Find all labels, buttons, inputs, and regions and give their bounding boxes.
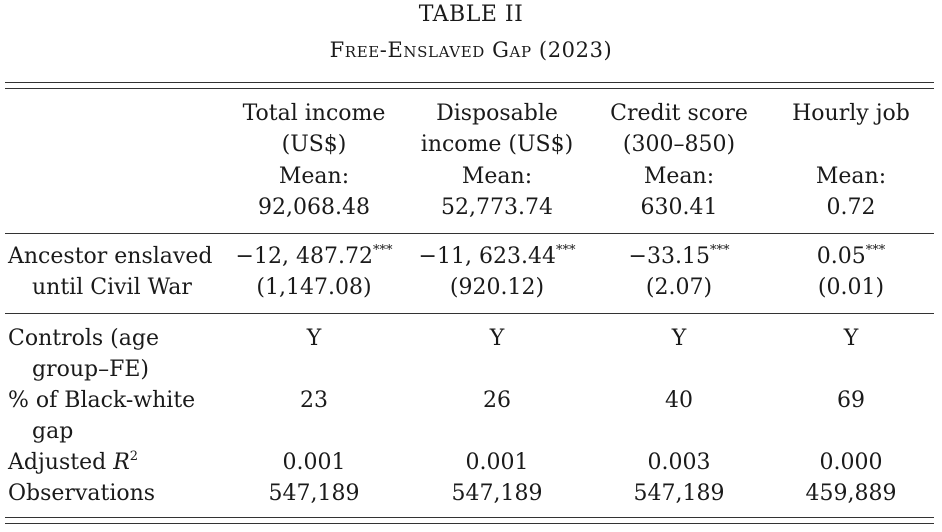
header-line2: (300–850) [622, 132, 736, 157]
significance-stars: *** [372, 243, 393, 258]
coef-cell: 0.05*** [816, 243, 886, 269]
r2-cell: 0.003 [647, 450, 711, 475]
header-rule [5, 233, 934, 234]
header-line1: Disposable [436, 101, 558, 126]
mean-value: 630.41 [640, 195, 718, 220]
se-cell: (0.01) [817, 275, 885, 300]
se-cell: (2.07) [645, 275, 713, 300]
header-line2: income (US$) [420, 132, 574, 157]
header-line1: Total income [242, 101, 386, 126]
se-cell: (920.12) [449, 275, 545, 300]
r2-cell: 0.001 [465, 450, 529, 475]
header-line2: (US$) [281, 132, 347, 157]
row-label: Observations [8, 481, 156, 506]
significance-stars: *** [865, 243, 886, 258]
row-label: Ancestor enslaved [8, 244, 213, 269]
significance-stars: *** [555, 243, 576, 258]
bottom-rule-1 [5, 517, 934, 518]
se-cell: (1,147.08) [256, 275, 372, 300]
gap-cell: 26 [483, 388, 511, 413]
gap-cell: 69 [837, 388, 865, 413]
table-title: TABLE II [418, 2, 524, 27]
row-label-cont: gap [32, 419, 74, 444]
row-label: Adjusted $R^2$ [8, 449, 139, 475]
controls-cell: Y [306, 326, 322, 351]
controls-cell: Y [489, 326, 505, 351]
bottom-rule-2 [5, 523, 934, 524]
top-rule-2 [5, 88, 934, 89]
coef-cell: −11, 623.44*** [418, 243, 576, 269]
controls-cell: Y [671, 326, 687, 351]
row-label-cont: group–FE) [32, 357, 150, 382]
header-line1: Hourly job [792, 101, 910, 126]
gap-cell: 23 [300, 388, 328, 413]
coef-cell: −33.15*** [628, 243, 730, 269]
obs-cell: 459,889 [805, 481, 897, 506]
mean-value: 92,068.48 [258, 195, 370, 220]
controls-cell: Y [843, 326, 859, 351]
gap-cell: 40 [665, 388, 693, 413]
body-rule [5, 313, 934, 314]
row-label-cont: until Civil War [32, 275, 192, 300]
obs-cell: 547,189 [451, 481, 543, 506]
header-line1: Credit score [610, 101, 748, 126]
mean-value: 52,773.74 [441, 195, 553, 220]
obs-cell: 547,189 [633, 481, 725, 506]
mean-label: Mean: [278, 164, 350, 189]
significance-stars: *** [709, 243, 730, 258]
mean-label: Mean: [643, 164, 715, 189]
table-subtitle: Free-Enslaved Gap (2023) [329, 38, 613, 62]
r2-cell: 0.001 [282, 450, 346, 475]
coef-cell: −12, 487.72*** [235, 243, 393, 269]
obs-cell: 547,189 [268, 481, 360, 506]
mean-label: Mean: [815, 164, 887, 189]
mean-label: Mean: [461, 164, 533, 189]
row-label: Controls (age [8, 326, 159, 351]
row-label: % of Black-white [8, 388, 196, 413]
r2-cell: 0.000 [819, 450, 883, 475]
top-rule-1 [5, 82, 934, 83]
mean-value: 0.72 [826, 195, 876, 220]
